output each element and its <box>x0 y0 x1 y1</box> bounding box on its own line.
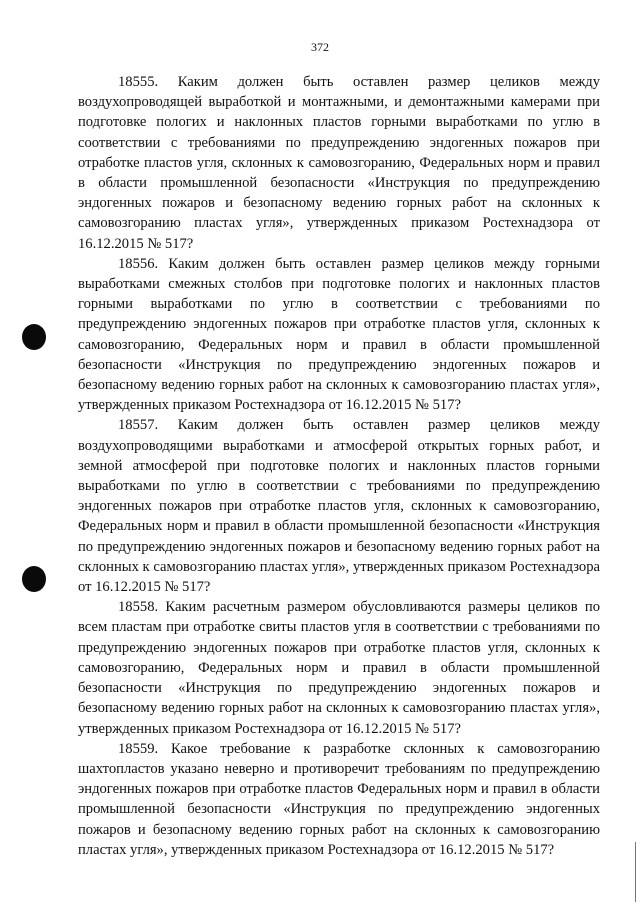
scan-edge-line <box>635 842 636 902</box>
question-paragraph: 18557. Каким должен быть оставлен размер целиков между воздухопроводящими выработками и атмосферой открытых горных работ, и земной атмосферой при подготовке пологих и наклонных пластов горными выработками по углю в соответствии с требованиями по предупреждению эндогенных пожаров при отработке пластов угля, склонных к самовозгоранию, Федеральных норм и правил в области промышленной безопасности «Инструкция по предупреждению эндогенных пожаров и безопасному ведению горных работ на склонных к самовозгоранию пластах угля», утвержденных приказом Ростехнадзора от 16.12.2015 № 517? <box>78 417 600 596</box>
document-body <box>78 72 600 860</box>
question-paragraph: 18556. Каким должен быть оставлен размер целиков между горными выработками смежных столбов при подготовке пологих и наклонных пластов горными выработками по углю в соответствии с требованиями по предупреждению эндогенных пожаров при отработке пластов угля, склонных к самовозгоранию, Федеральных норм и правил в области промышленной безопасности «Инструкция по предупреждению эндогенных пожаров и безопасному ведению горных работ на склонных к самовозгоранию пластах угля», утвержденных приказом Ростехнадзора от 16.12.2015 № 517? <box>78 255 600 414</box>
page-number: 372 <box>311 40 329 54</box>
question-paragraph: 18555. Каким должен быть оставлен размер целиков между воздухопроводящей выработкой и монтажными, и демонтажными камерами при подготовке пологих и наклонных пластов горными выработками по углю в соответствии с требованиями по предупреждению эндогенных пожаров при отработке пластов угля, склонных к самовозгоранию, Федеральных норм и правил в области промышленной безопасности «Инструкция по предупреждению эндогенных пожаров и безопасному ведению горных работ на склонных к самовозгоранию пластах угля», утвержденных приказом Ростехнадзора от 16.12.2015 № 517? <box>78 74 600 252</box>
punch-hole-mark <box>22 566 46 592</box>
punch-hole-mark <box>22 324 46 350</box>
question-paragraph: 18559. Какое требование к разработке склонных к самовозгоранию шахтопластов указано неверно и противоречит требованиям по предупреждению эндогенных пожаров при отработке пластов Федеральных норм и правил в области промышленной безопасности «Инструкция по предупреждению эндогенных пожаров и безопасному ведению горных работ на склонных к самовозгоранию пластах угля», утвержденных приказом Ростехнадзора от 16.12.2015 № 517? <box>78 740 600 858</box>
question-paragraph: 18558. Каким расчетным размером обусловливаются размеры целиков по всем пластам при отработке свиты пластов угля в соответствии с требованиями по предупреждению эндогенных пожаров при отработке пластов угля, склонных к самовозгоранию, Федеральных норм и правил в области промышленной безопасности «Инструкция по предупреждению эндогенных пожаров и безопасному ведению горных работ на склонных к самовозгоранию пластах угля», утвержденных приказом Ростехнадзора от 16.12.2015 № 517? <box>78 599 600 737</box>
